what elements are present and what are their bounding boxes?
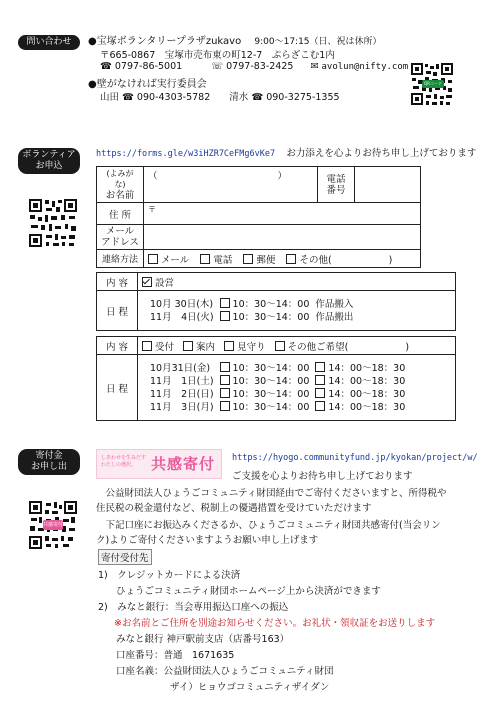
qr-icon bbox=[28, 198, 78, 248]
qr-label-badge: QRコード bbox=[422, 80, 444, 88]
option-bank-transfer: 2) みなと銀行：当会専用振込口座への振込 bbox=[98, 602, 289, 613]
bank-name: みなと銀行 神戸駅前支店（店番号163） bbox=[116, 634, 290, 645]
qr-banner-badge: 共感寄付 bbox=[43, 522, 63, 528]
phone-label-line1: 電話 bbox=[326, 173, 346, 185]
mail-label-cell bbox=[97, 225, 144, 250]
event-schedule-row: 11月 1日(土) 10：30～14：00 14：00～18：30 bbox=[150, 375, 411, 388]
contact-method-label: 連絡方法 bbox=[97, 250, 144, 268]
phone-icon: ☎ bbox=[100, 61, 112, 72]
org2-name: ●壁がなければ実行委員会 bbox=[88, 79, 207, 90]
donation-label-line2: お申し出 bbox=[30, 462, 67, 472]
volunteer-url-line bbox=[96, 145, 476, 159]
option-reception[interactable]: 受付 bbox=[142, 342, 174, 353]
email-link[interactable]: avolun@nifty.com bbox=[321, 62, 409, 72]
donation-qr-code[interactable] bbox=[28, 500, 78, 550]
phone-input-cell[interactable] bbox=[355, 167, 421, 203]
person2-tel: 090-3275-1355 bbox=[266, 92, 340, 103]
checkbox-icon bbox=[200, 254, 210, 264]
checkbox-icon bbox=[148, 254, 158, 264]
phone-label-cell bbox=[318, 167, 355, 203]
tel-number: 0797-86-5001 bbox=[114, 61, 183, 72]
setup-schedule-cell bbox=[138, 291, 456, 331]
phone-icon: ☎ bbox=[251, 92, 264, 103]
donation-paragraph-2: 下記口座にお振込みくださるか、ひょうごコミュニティ財団共感寄付(当会リン ク)よりご寄付くださいますようお願い申し上げます bbox=[96, 520, 441, 546]
checkbox-icon bbox=[220, 388, 230, 398]
name-input-cell[interactable] bbox=[144, 167, 318, 203]
content-label-cell: 内 容 bbox=[97, 273, 138, 291]
setup-table bbox=[96, 272, 456, 331]
setup-slot-1[interactable]: 10：30～14：00 bbox=[220, 298, 316, 311]
checkbox-icon bbox=[224, 341, 234, 351]
address-input-cell[interactable] bbox=[144, 203, 421, 225]
checkbox-icon bbox=[275, 341, 285, 351]
contact-method-options bbox=[144, 250, 421, 268]
setup-schedule-row: 10月 30日(木) 10：30～14：00 作品搬入 bbox=[150, 298, 354, 310]
org1-address: 〒665-0867 宝塚市売布東の町12-7 ぷらざこむ1内 bbox=[100, 50, 335, 61]
person1-tel: 090-4303-5782 bbox=[136, 92, 211, 103]
org1-line bbox=[88, 32, 382, 47]
checkbox-icon bbox=[220, 375, 230, 385]
event-schedule-row: 11月 2日(日) 10：30～14：00 14：00～18：30 bbox=[150, 388, 411, 401]
donation-link[interactable]: https://hyogo.communityfund.jp/kyokan/project/w/ bbox=[232, 453, 478, 463]
yomigana-open-paren: （ bbox=[148, 171, 158, 182]
account-name-kana: ザイ）ヒョウゴコミュニティザイダン bbox=[170, 682, 330, 693]
setup-option-cell[interactable] bbox=[138, 273, 456, 291]
event-schedule-cell bbox=[138, 355, 456, 421]
contact-option-mail[interactable]: メール bbox=[148, 255, 189, 266]
event-slot[interactable]: 10：30～14：00 bbox=[220, 362, 316, 375]
name-label-cell bbox=[97, 167, 144, 203]
donation-section-label bbox=[18, 449, 80, 475]
option-watch[interactable]: 見守り bbox=[224, 342, 266, 353]
kyokan-kifu-banner[interactable] bbox=[96, 449, 222, 479]
person2-name: 清水 bbox=[229, 92, 249, 103]
contact-option-post[interactable]: 郵便 bbox=[243, 255, 275, 266]
volunteer-label-line2: お申込 bbox=[35, 161, 63, 171]
name-label: お名前 bbox=[105, 190, 135, 201]
checkbox-icon bbox=[183, 341, 193, 351]
org1-contact-line bbox=[100, 61, 408, 72]
volunteer-label-line1: ボランティア bbox=[22, 150, 76, 160]
checkbox-icon bbox=[315, 362, 325, 372]
checkbox-icon bbox=[220, 362, 230, 372]
event-slot[interactable]: 10：30～14：00 bbox=[220, 375, 316, 388]
setup-option-label: 設営 bbox=[155, 277, 175, 289]
person1-name: 山田 bbox=[100, 92, 120, 103]
org1-hours: 9:00～17:15（日、祝は休所） bbox=[254, 37, 382, 47]
donation-label-line1: 寄付金 bbox=[35, 451, 63, 461]
checkbox-icon bbox=[220, 311, 230, 321]
phone-label-line2: 番号 bbox=[326, 184, 346, 196]
schedule-label-cell: 日 程 bbox=[97, 355, 138, 421]
volunteer-form-link[interactable]: https://forms.gle/w3iHZR7CeFMg6vKe7 bbox=[96, 149, 276, 159]
postal-mark: 〒 bbox=[148, 205, 156, 214]
contact-section-label: 問い合わせ bbox=[18, 35, 80, 50]
checkbox-icon bbox=[286, 254, 296, 264]
org2-contact-line bbox=[100, 89, 340, 103]
yomigana-close-paren: ） bbox=[277, 171, 288, 182]
mail-label-line2: アドレス bbox=[101, 237, 139, 248]
yomigana-label: (よみがな) bbox=[106, 169, 134, 189]
setup-slot-2[interactable]: 10：30～14：00 bbox=[220, 311, 316, 324]
receipt-heading: 寄付受付先 bbox=[98, 549, 152, 565]
contact-option-other[interactable]: その他( ) bbox=[286, 255, 392, 266]
option-credit-card: 1) クレジットカードによる決済 bbox=[98, 570, 241, 581]
mail-icon: ✉ bbox=[310, 61, 319, 72]
donation-support: ご支援を心よりお待ち申し上げております bbox=[232, 471, 413, 482]
checkbox-icon bbox=[220, 298, 230, 308]
setup-schedule-row: 11月 4日(火) 10：30～14：00 作品搬出 bbox=[150, 311, 354, 323]
fax-icon: ☏ bbox=[211, 61, 224, 72]
contact-qr-code[interactable] bbox=[410, 62, 454, 108]
donation-paragraph-1: 公益財団法人ひょうごコミュニティ財団経由でご寄付くださいますと、所得税や 住民税の税金還付など、税制上の優遇措置を受けていただけます bbox=[96, 488, 447, 514]
content-label-cell: 内 容 bbox=[97, 337, 138, 355]
option-credit-card-desc: ひょうごコミュニティ財団ホームページ上から決済ができます bbox=[116, 586, 381, 597]
checkbox-icon bbox=[220, 401, 230, 411]
event-slot[interactable]: 14：00～18：30 bbox=[315, 401, 411, 414]
option-other[interactable]: その他ご希望( ) bbox=[275, 342, 409, 353]
event-slot[interactable]: 10：30～14：00 bbox=[220, 401, 316, 414]
checkbox-icon bbox=[243, 254, 253, 264]
volunteer-thanks: お力添えを心よりお待ち申し上げております bbox=[286, 148, 477, 159]
checkbox-icon bbox=[315, 401, 325, 411]
org1-name: ●宝塚ボランタリープラザzukavo bbox=[88, 36, 242, 47]
option-guide[interactable]: 案内 bbox=[183, 342, 215, 353]
banner-title: 共感寄付 bbox=[151, 455, 216, 473]
applicant-info-table bbox=[96, 166, 421, 268]
notice-red: ※お名前とご住所を別途お知らせください。お礼状・領収証をお送りします bbox=[114, 618, 436, 629]
fax-number: 0797-83-2425 bbox=[226, 61, 294, 72]
event-slot[interactable]: 14：00～18：30 bbox=[315, 362, 411, 375]
event-table bbox=[96, 336, 456, 421]
volunteer-qr-code[interactable] bbox=[28, 198, 78, 248]
banner-tagline: しあわせを生みだす わたしの選択。 bbox=[101, 455, 147, 468]
checkbox-checked-icon bbox=[142, 277, 152, 287]
account-number: 口座番号：普通 1671635 bbox=[116, 650, 235, 661]
contact-option-phone[interactable]: 電話 bbox=[200, 255, 232, 266]
event-slot[interactable]: 10：30～14：00 bbox=[220, 388, 316, 401]
account-name: 口座名義：公益財団法人ひょうごコミュニティ財団 bbox=[116, 666, 334, 677]
event-slot[interactable]: 14：00～18：30 bbox=[315, 375, 411, 388]
event-schedule-row: 11月 3日(月) 10：30～14：00 14：00～18：30 bbox=[150, 401, 411, 414]
checkbox-icon bbox=[315, 375, 325, 385]
checkbox-icon bbox=[315, 388, 325, 398]
event-schedule-row: 10月31日(金) 10：30～14：00 14：00～18：30 bbox=[150, 362, 411, 375]
checkbox-icon bbox=[142, 341, 152, 351]
event-slot[interactable]: 14：00～18：30 bbox=[315, 388, 411, 401]
schedule-label-cell: 日 程 bbox=[97, 291, 138, 331]
mail-label-line1: メール bbox=[105, 226, 135, 237]
mail-input-cell[interactable] bbox=[144, 225, 421, 250]
volunteer-section-label bbox=[18, 148, 80, 174]
setup-schedule-list bbox=[150, 298, 359, 324]
event-schedule-list bbox=[150, 362, 411, 414]
event-content-options bbox=[138, 337, 456, 355]
phone-icon: ☎ bbox=[122, 92, 134, 103]
address-label-cell: 住 所 bbox=[97, 203, 144, 225]
